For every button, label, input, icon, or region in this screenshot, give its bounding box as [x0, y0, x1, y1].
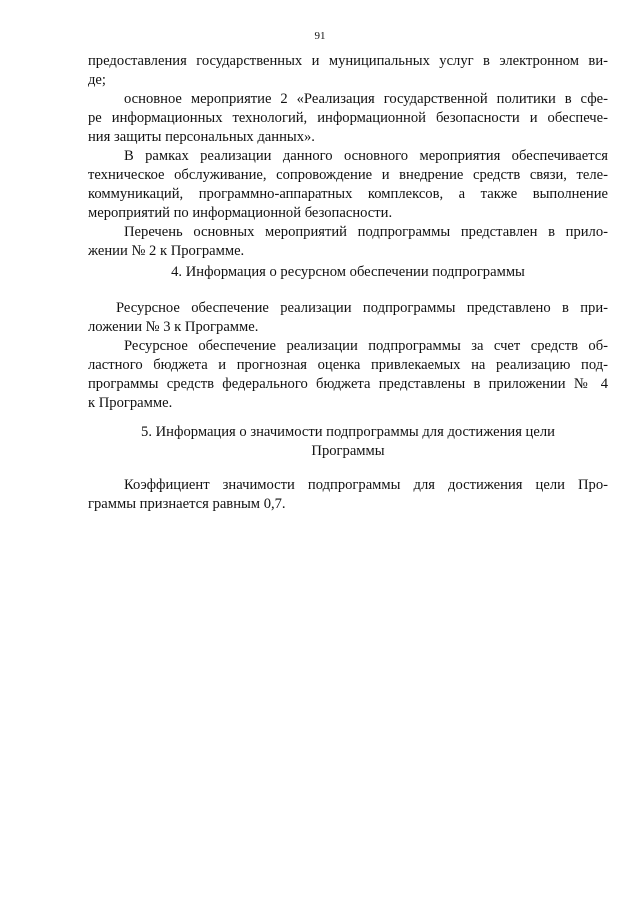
text-line: основное мероприятие 2 «Реализация государственной политики в сфе- — [124, 91, 608, 107]
text-line: де; — [88, 72, 106, 88]
text-line: Ресурсное обеспечение реализации подпрограммы представлено в при- — [116, 300, 608, 316]
heading-line: 5. Информация о значимости подпрограммы для достижения цели — [141, 424, 555, 440]
text-line: Перечень основных мероприятий подпрограммы представлен в прило- — [124, 224, 608, 240]
section-heading-4 — [88, 263, 608, 282]
paragraph-block-resources — [88, 299, 608, 413]
text-line: жении № 2 к Программе. — [88, 243, 245, 259]
text-line: В рамках реализации данного основного мероприятия обеспечивается — [124, 148, 608, 164]
text-line: предоставления государственных и муниципальных услуг в электронном ви- — [88, 53, 608, 69]
text-line: Коэффициент значимости подпрограммы для достижения цели Про- — [124, 477, 608, 493]
text-line: Ресурсное обеспечение реализации подпрограммы за счет средств об- — [124, 338, 608, 354]
page-number: 91 — [314, 30, 326, 42]
text-line: техническое обслуживание, сопровождение и внедрение средств связи, теле- — [88, 167, 608, 183]
heading-line: 4. Информация о ресурсном обеспечении подпрограммы — [171, 264, 525, 280]
heading-line: Программы — [311, 443, 385, 459]
paragraph-block-significance — [88, 476, 608, 514]
section-heading-5 — [88, 423, 608, 461]
text-line: ластного бюджета и прогнозная оценка привлекаемых на реализацию под- — [88, 357, 608, 373]
text-line: к Программе. — [88, 395, 173, 411]
text-line: ния защиты персональных данных». — [88, 129, 315, 145]
text-line: программы средств федерального бюджета представлены в приложении № 4 — [88, 376, 608, 392]
text-line: граммы признается равным 0,7. — [88, 496, 286, 512]
text-line: ре информационных технологий, информационной безопасности и обеспече- — [88, 110, 608, 126]
text-line: мероприятий по информационной безопасности. — [88, 205, 393, 221]
text-line: коммуникаций, программно-аппаратных комплексов, а также выполнение — [88, 186, 608, 202]
text-line: ложении № 3 к Программе. — [88, 319, 259, 335]
paragraph-block-measures — [88, 52, 608, 261]
